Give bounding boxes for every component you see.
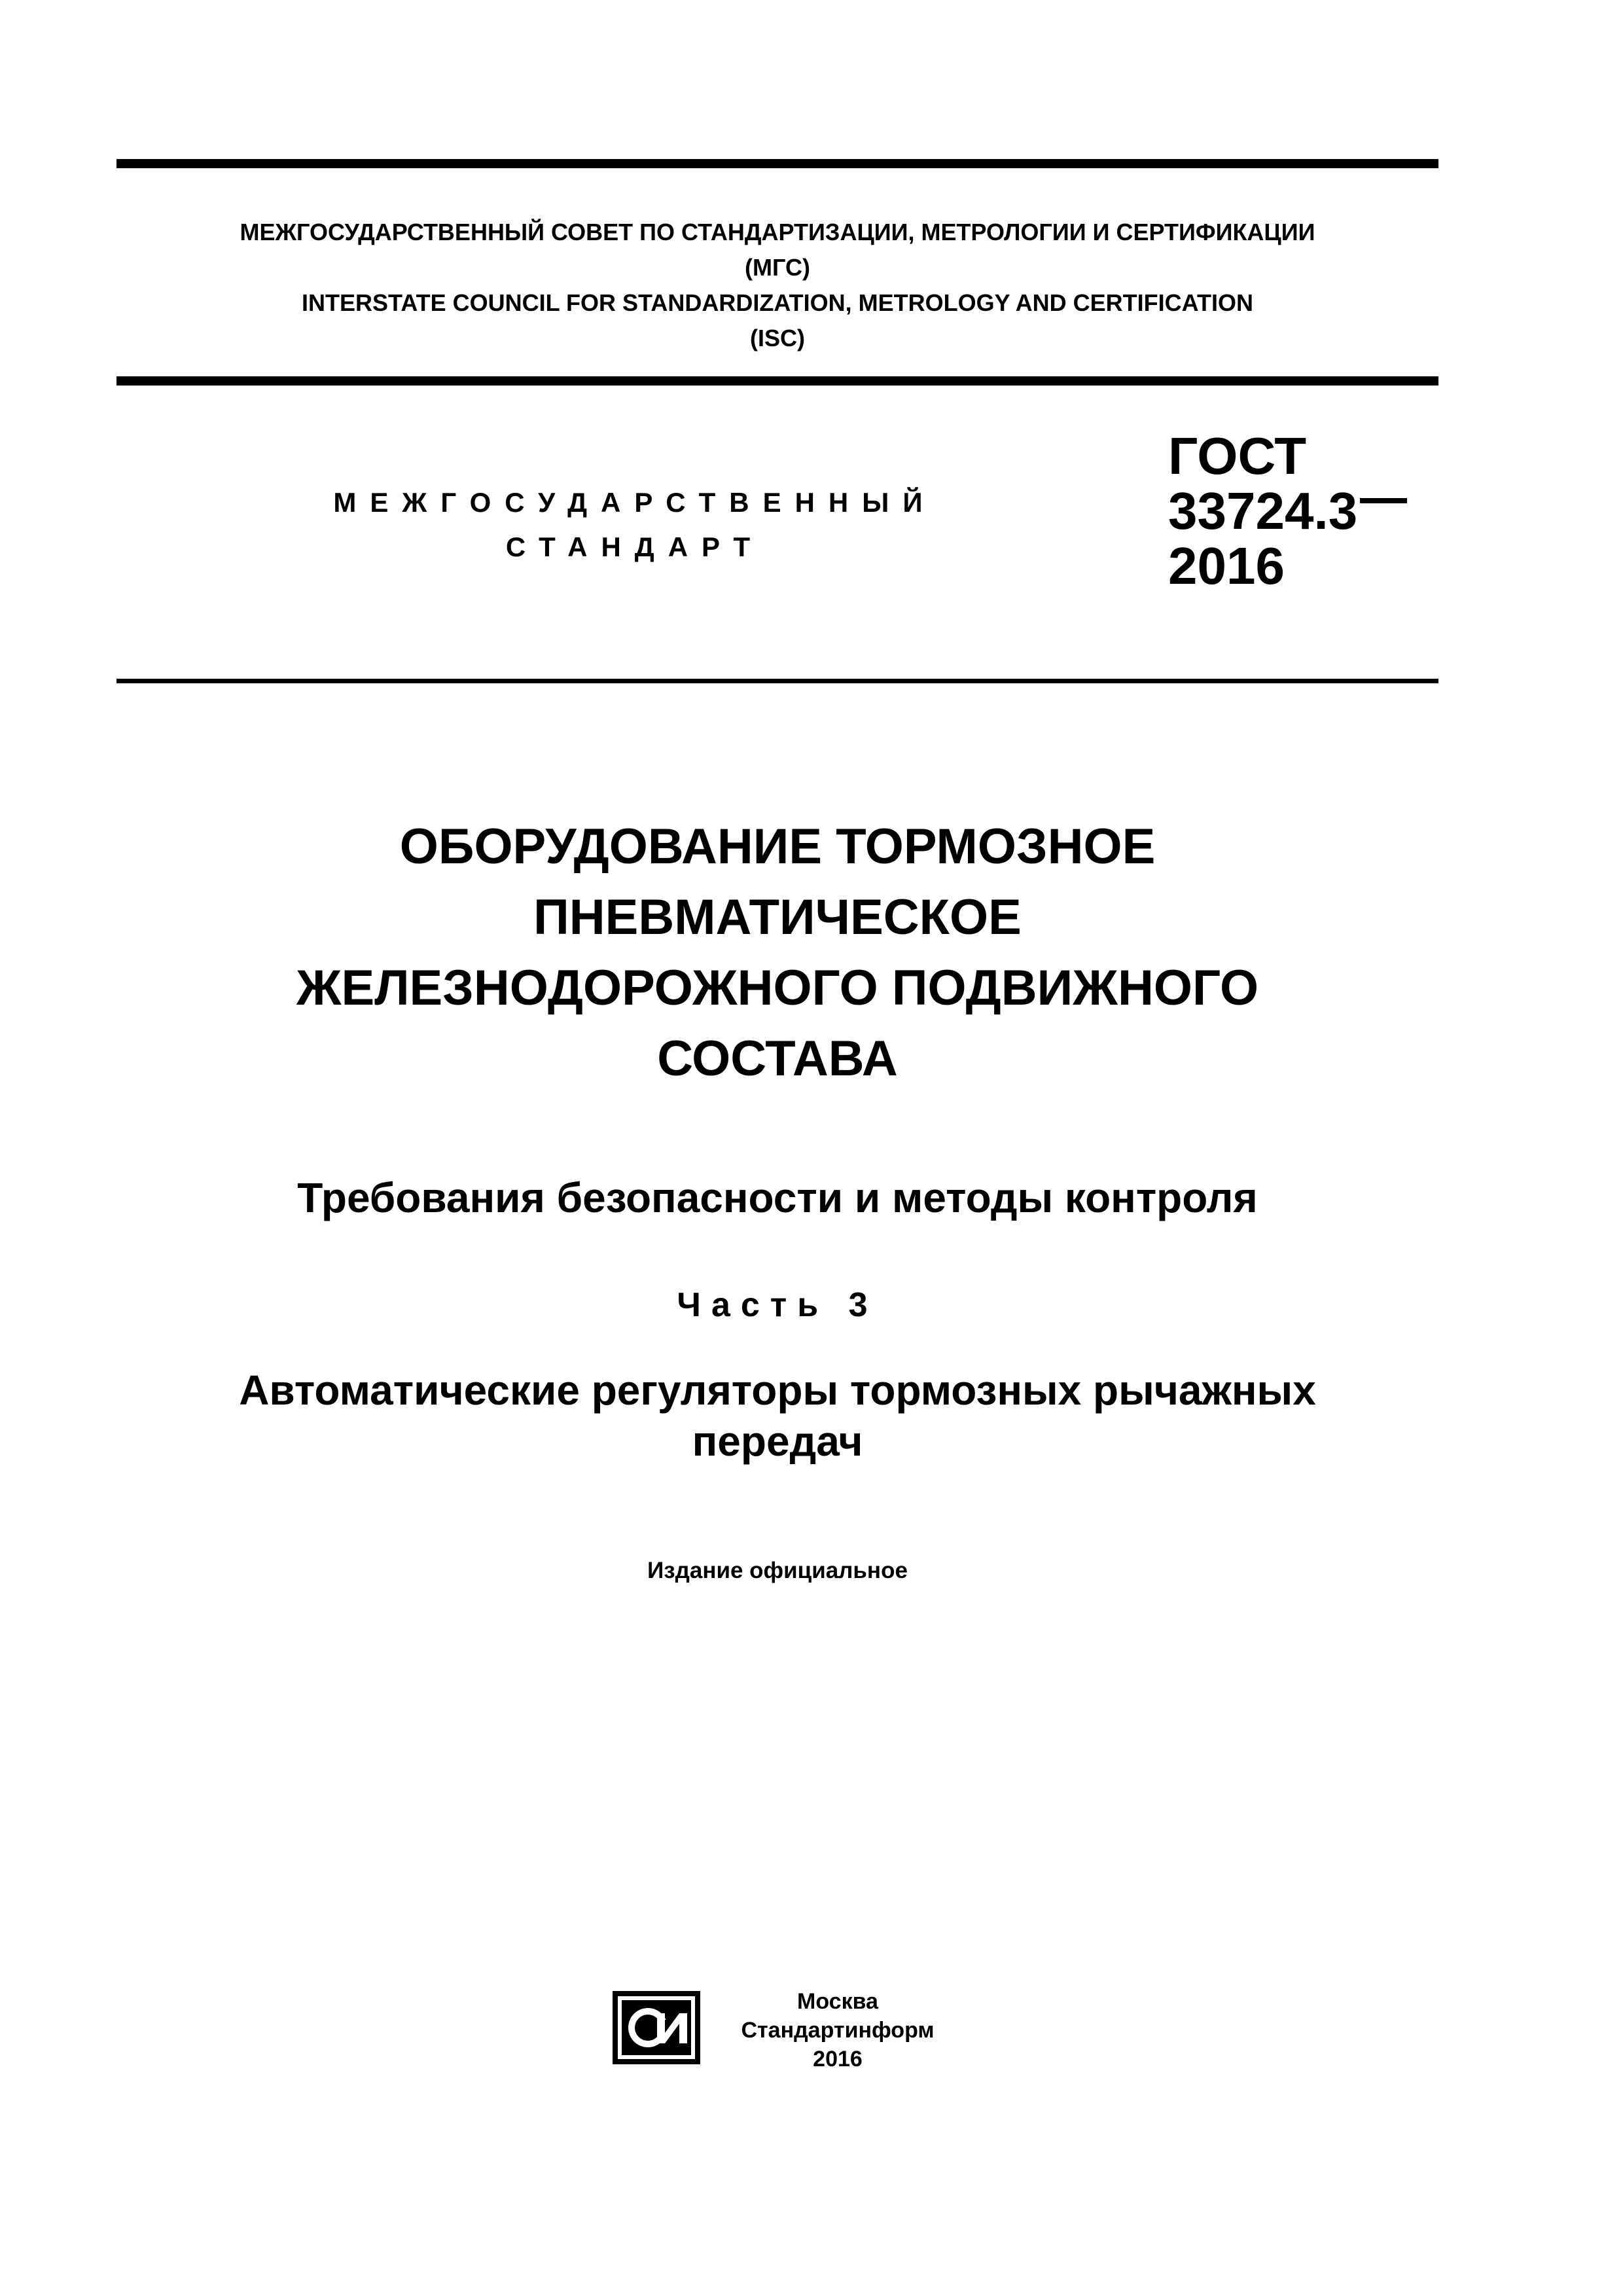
dash-mark — [1360, 498, 1407, 503]
designation-number: 33724.3 — [1168, 482, 1358, 540]
council-header — [116, 215, 1438, 356]
council-name-ru: МЕЖГОСУДАРСТВЕННЫЙ СОВЕТ ПО СТАНДАРТИЗАЦИИ, МЕТРОЛОГИИ И СЕРТИФИКАЦИИ — [240, 219, 1315, 245]
title-line-3: ЖЕЛЕЗНОДОРОЖНОГО ПОДВИЖНОГО — [296, 960, 1259, 1016]
standard-designation — [1168, 429, 1407, 594]
council-rule — [116, 376, 1438, 386]
council-abbr-ru: (МГС) — [745, 254, 810, 281]
publisher-block — [707, 1987, 969, 2073]
title-line-2: ПНЕВМАТИЧЕСКОЕ — [533, 889, 1022, 945]
part-title-line-1: Автоматические регуляторы тормозных рычажных — [239, 1367, 1316, 1414]
part-title — [116, 1365, 1438, 1467]
part-title-line-2: передач — [692, 1418, 863, 1465]
title-line-1: ОБОРУДОВАНИЕ ТОРМОЗНОЕ — [399, 819, 1156, 874]
publisher-city: Москва — [797, 1989, 878, 2014]
standard-type — [275, 480, 995, 569]
council-name-en: INTERSTATE COUNCIL FOR STANDARDIZATION, METROLOGY AND CERTIFICATION — [302, 289, 1253, 316]
document-title — [116, 812, 1438, 1094]
title-line-4: СОСТАВА — [657, 1031, 898, 1086]
publisher-year: 2016 — [813, 2047, 863, 2072]
designation-rule — [116, 679, 1438, 683]
edition-note: Издание официальное — [647, 1558, 908, 1583]
standartinform-logo-icon — [607, 1988, 705, 2067]
designation-year: 2016 — [1168, 537, 1285, 595]
document-subtitle: Требования безопасности и методы контроля — [297, 1174, 1258, 1221]
publisher-name: Стандартинформ — [741, 2018, 935, 2043]
council-abbr-en: (ISC) — [750, 325, 805, 351]
designation-prefix: ГОСТ — [1168, 427, 1307, 485]
designation-number-line — [1168, 484, 1407, 539]
part-label: Часть 3 — [677, 1286, 878, 1324]
top-rule — [116, 159, 1438, 168]
standard-type-line1: МЕЖГОСУДАРСТВЕННЫЙ — [333, 487, 936, 518]
standard-type-line2: СТАНДАРТ — [505, 531, 764, 562]
